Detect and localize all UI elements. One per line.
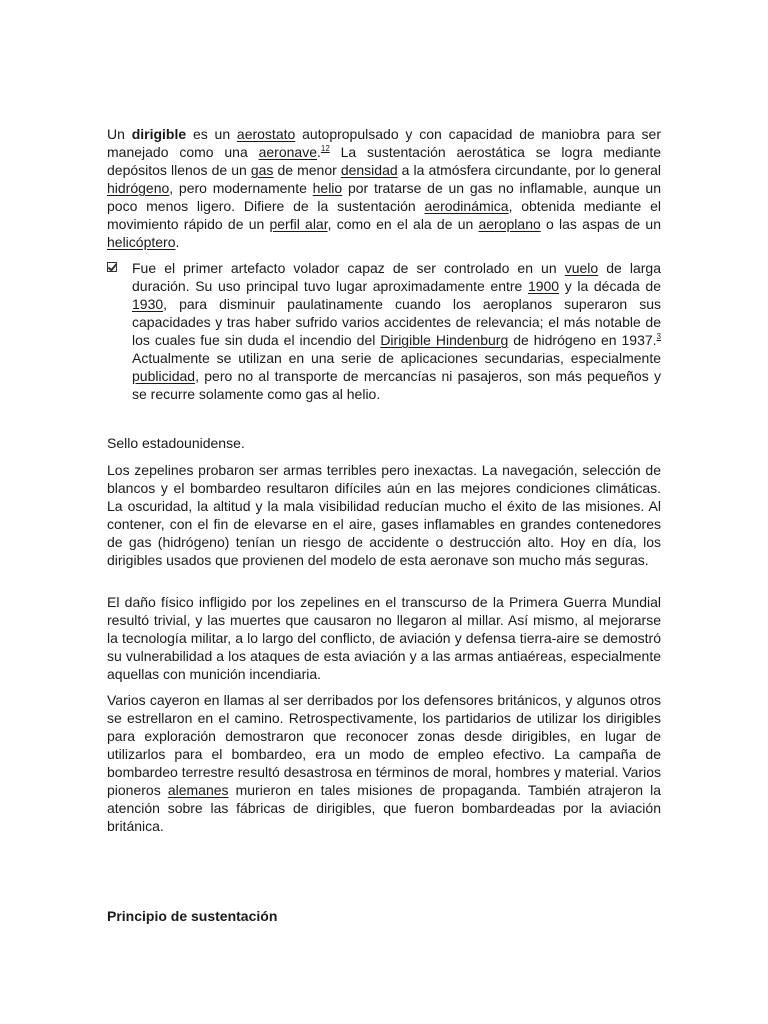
paragraph-intro: [107, 125, 661, 251]
link-aeroplano[interactable]: aeroplano: [478, 216, 541, 232]
text: a la atmósfera circundante, por lo general: [397, 162, 661, 178]
section-heading: Principio de sustentación: [107, 908, 278, 924]
text: Actualmente se utilizan en una serie de aplicaciones secundarias, especialmente: [132, 350, 661, 366]
link-aerostato[interactable]: aerostato: [236, 126, 296, 142]
text: .: [175, 234, 180, 250]
link-aerodinamica[interactable]: aerodinámica: [424, 198, 509, 214]
text: es un: [186, 126, 237, 142]
link-helicoptero[interactable]: helicóptero: [107, 234, 176, 250]
link-perfil-alar[interactable]: perfil alar: [269, 216, 328, 232]
text: .: [317, 144, 321, 160]
text: Fue el primer artefacto volador capaz de ser controlado en un: [132, 260, 565, 276]
text: de larga duración. Su uso principal tuvo lugar aproximadamente entre: [132, 260, 661, 294]
footnote-ref[interactable]: 3: [656, 332, 661, 341]
paragraph-zepelines: Los zepelines probaron ser armas terribles pero inexactas. La navegación, selección de blancos y el bombardeo resultaron difíciles aún en las mejores condiciones climáticas. La oscuridad, la altitud y la mala visibilidad reducían mucho el éxito de las misiones. Al contener, con el fin de elevarse en el aire, gases inflamables en grandes contenedores de gas (hidrógeno) tenían un riesgo de accidente o destrucción alto. Hoy en día, los dirigibles usados que provienen del modelo de esta aeronave son mucho más seguras.: [107, 462, 661, 568]
link-1930[interactable]: 1930: [132, 296, 164, 312]
link-gas[interactable]: gas: [250, 162, 274, 178]
link-alemanes[interactable]: alemanes: [167, 782, 229, 798]
paragraph-history: [132, 259, 661, 403]
text: de menor: [273, 162, 341, 178]
text: , pero no al transporte de mercancías ni pasajeros, son más pequeños y se recurre solamente como gas al helio.: [132, 368, 661, 402]
text: , pero modernamente: [169, 180, 313, 196]
text: autopropulsado y con capacidad de maniobra para ser manejado como una: [107, 126, 661, 160]
text: , como en el ala de un: [327, 216, 479, 232]
link-dirigible-hindenburg[interactable]: Dirigible Hindenburg: [380, 332, 509, 348]
paragraph-varios-cayeron: [107, 691, 661, 835]
bullet-item: [107, 259, 661, 403]
link-densidad[interactable]: densidad: [340, 162, 398, 178]
text: Varios cayeron en llamas al ser derribados por los defensores británicos, y algunos otros se estrellaron en el camino. Retrospectivamente, los partidarios de utilizar los dirigibles para exploración demostraron que reconocer zonas desde dirigibles, en lugar de utilizarlos para el bombardeo, era un modo de empleo efectivo. La campaña de bombardeo terrestre resultó desastrosa en términos de moral, hombres y material. Varios pioneros: [107, 692, 661, 798]
link-aeronave[interactable]: aeronave: [258, 144, 317, 160]
text: La sustentación aerostática se logra mediante depósitos llenos de un: [107, 144, 661, 178]
caption-sello: Sello estadounidense.: [107, 435, 245, 451]
text: , obtenida mediante el movimiento rápido de un: [107, 198, 661, 232]
text: y la década de: [559, 278, 661, 294]
text: de hidrógeno en 1937.: [508, 332, 657, 348]
checkbox-checked-icon: [107, 262, 117, 272]
paragraph-dano-fisico: El daño físico infligido por los zepelines en el transcurso de la Primera Guerra Mundial resultó trivial, y las muertes que causaron no llegaron al millar. Así mismo, al mejorarse la tecnología militar, a lo largo del conflicto, de aviación y defensa tierra-aire se demostró su vulnerabilidad a los ataques de esta aviación y a las armas antiaéreas, especialmente aquellas con munición incendiaria.: [107, 594, 661, 682]
text: Un: [107, 126, 132, 142]
link-vuelo[interactable]: vuelo: [564, 260, 599, 276]
footnote-ref[interactable]: 12: [320, 144, 330, 153]
link-publicidad[interactable]: publicidad: [132, 368, 196, 384]
text: murieron en tales misiones de propaganda. También atrajeron la atención sobre las fábricas de dirigibles, que fueron bombardeadas por la aviación británica.: [107, 782, 662, 834]
link-helio[interactable]: helio: [312, 180, 343, 196]
text: por tratarse de un gas no inflamable, aunque un poco menos ligero. Difiere de la sustentación: [107, 180, 661, 214]
text: o las aspas de un: [540, 216, 661, 232]
link-1900[interactable]: 1900: [527, 278, 560, 294]
text: , para disminuir paulatinamente cuando los aeroplanos superaron sus capacidades y tras haber sufrido varios accidentes de relevancia; el más notable de los cuales fue sin duda el incendio del: [132, 296, 661, 348]
term-dirigible: dirigible: [131, 126, 187, 142]
link-hidrogeno[interactable]: hidrógeno: [107, 180, 170, 196]
